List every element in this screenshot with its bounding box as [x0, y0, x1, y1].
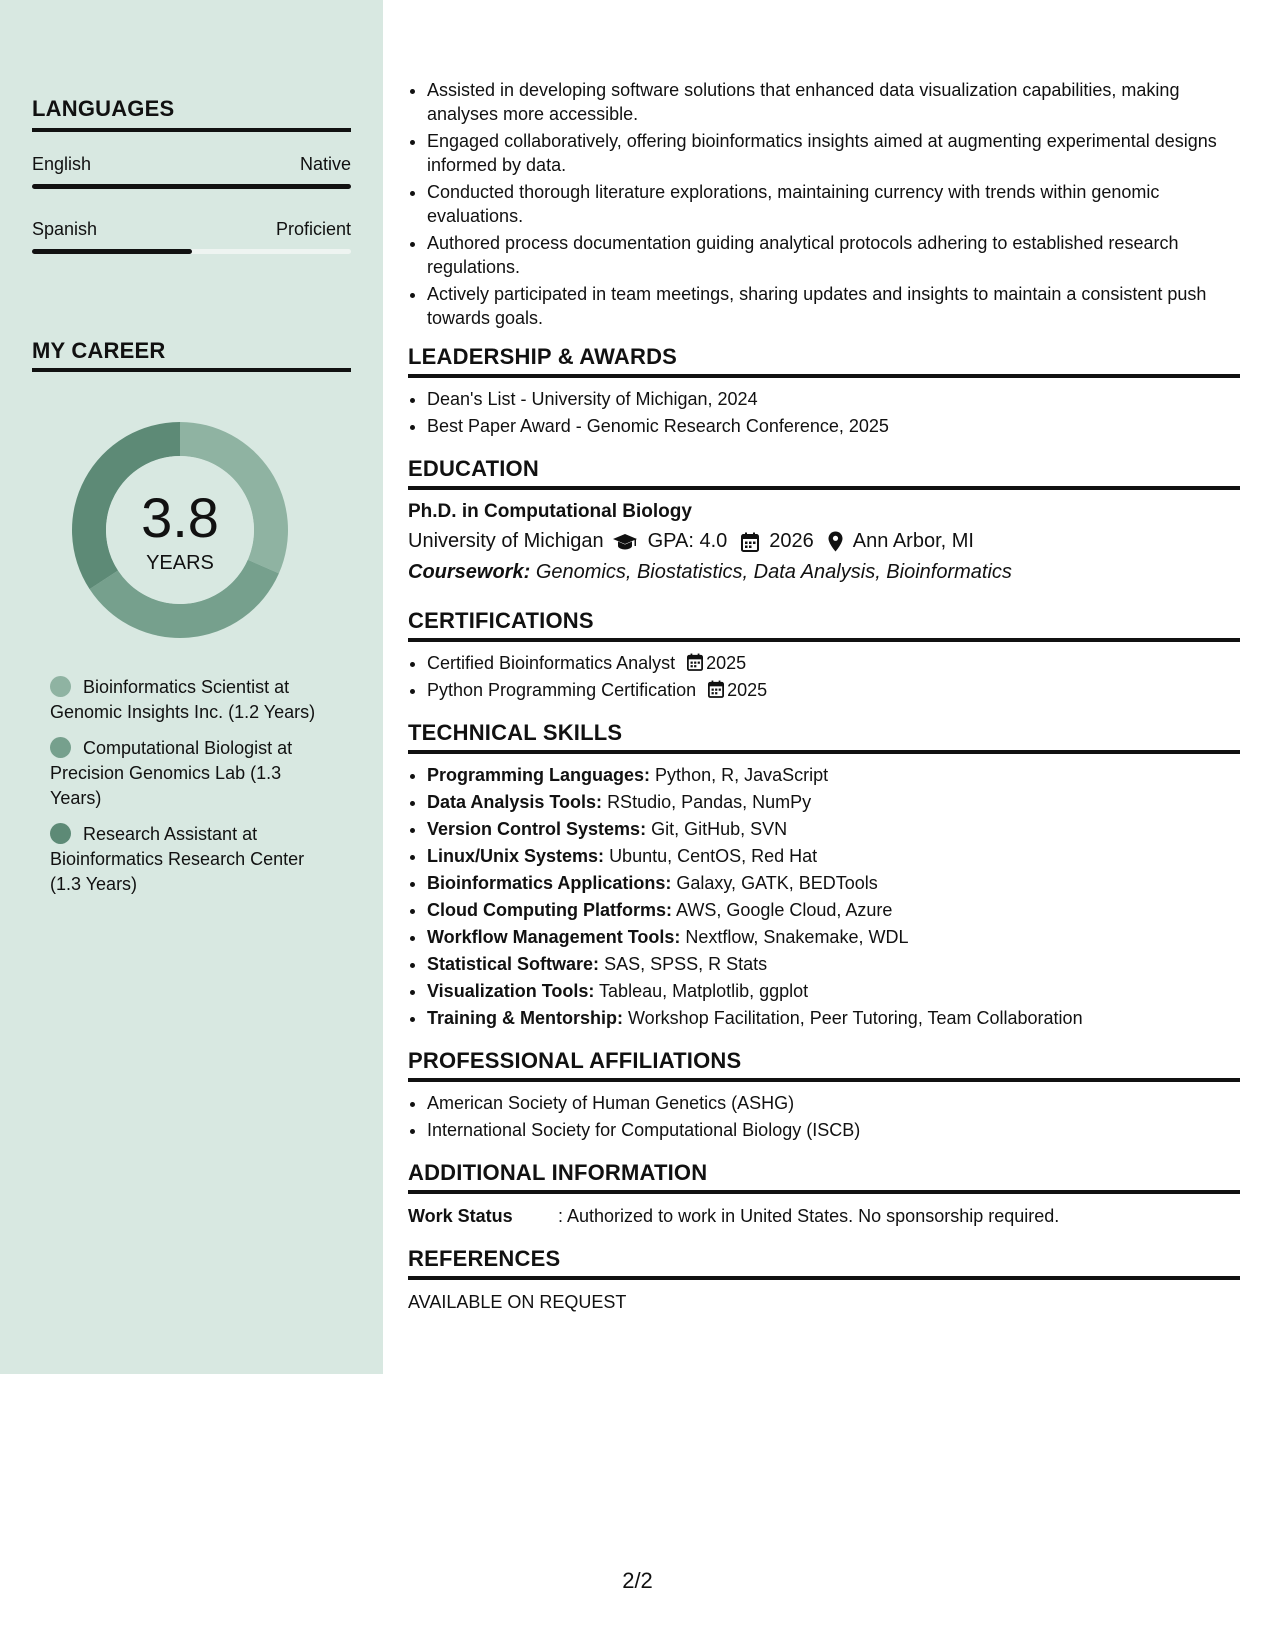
graduation-cap-icon	[612, 533, 638, 551]
career-legend-text: Research Assistant at Bioinformatics Research Center (1.3 Years)	[50, 824, 305, 894]
affiliations-heading: PROFESSIONAL AFFILIATIONS	[408, 1048, 1240, 1082]
legend-dot-icon	[50, 676, 71, 697]
list-item: • Best Paper Award - Genomic Research Conference, 2025	[427, 413, 1240, 440]
skill-label: Linux/Unix Systems:	[427, 846, 605, 866]
education-degree: Ph.D. in Computational Biology	[408, 501, 692, 522]
list-item	[427, 870, 1240, 897]
career-legend-item	[50, 822, 330, 897]
calendar-icon	[708, 680, 724, 698]
career-section	[32, 338, 351, 372]
language-name: English	[32, 154, 92, 174]
career-total-years: 3.8	[141, 485, 219, 549]
career-donut-center	[65, 415, 295, 645]
skill-label: Cloud Computing Platforms:	[427, 900, 672, 920]
career-years-label: YEARS	[146, 551, 214, 574]
career-legend-item	[50, 736, 330, 811]
list-item	[427, 897, 1240, 924]
calendar-icon	[687, 653, 703, 671]
education-year: 2026	[769, 530, 814, 552]
education-entry	[408, 498, 1240, 588]
skill-value: RStudio, Pandas, NumPy	[607, 792, 812, 812]
languages-section	[32, 96, 351, 254]
coursework-label: Coursework:	[408, 561, 531, 583]
list-item: • American Society of Human Genetics (ASHG)	[427, 1090, 1240, 1117]
skill-value: Workshop Facilitation, Peer Tutoring, Team Collaboration	[628, 1008, 1083, 1028]
work-status-value: : Authorized to work in United States. No sponsorship required.	[558, 1206, 1060, 1226]
list-item	[427, 978, 1240, 1005]
skill-label: Visualization Tools:	[427, 981, 595, 1001]
page-number: 2/2	[622, 1568, 653, 1593]
career-legend-text: Bioinformatics Scientist at Genomic Insights Inc. (1.2 Years)	[50, 677, 316, 722]
career-legend	[50, 675, 330, 908]
career-legend-item	[50, 675, 330, 725]
list-item	[427, 843, 1240, 870]
list-item	[427, 789, 1240, 816]
work-status-row	[408, 1202, 1240, 1230]
list-item	[427, 924, 1240, 951]
education-coursework	[408, 557, 1240, 588]
language-item	[32, 219, 351, 254]
references-text: AVAILABLE ON REQUEST	[408, 1292, 627, 1312]
education-school: University of Michigan	[408, 530, 604, 552]
skill-label: Workflow Management Tools:	[427, 927, 681, 947]
skill-value: AWS, Google Cloud, Azure	[676, 900, 893, 920]
skill-label: Programming Languages:	[427, 765, 651, 785]
language-name: Spanish	[32, 219, 98, 239]
language-level: Native	[299, 154, 351, 174]
career-heading: MY CAREER	[32, 338, 351, 372]
language-proficiency-fill	[32, 249, 192, 254]
certification-name: Certified Bioinformatics Analyst	[427, 653, 676, 673]
language-proficiency-bar	[32, 249, 351, 254]
career-legend-text: Computational Biologist at Precision Genomics Lab (1.3 Years)	[50, 738, 293, 808]
skill-label: Statistical Software:	[427, 954, 600, 974]
additional-info-heading: ADDITIONAL INFORMATION	[408, 1160, 1240, 1194]
language-proficiency-fill	[32, 184, 351, 189]
education-location: Ann Arbor, MI	[852, 530, 974, 552]
leadership-list	[408, 386, 1240, 440]
list-item	[427, 677, 1240, 704]
certification-year: 2025	[706, 653, 747, 673]
skill-label: Bioinformatics Applications:	[427, 873, 672, 893]
experience-bullets	[408, 78, 1240, 330]
career-donut-chart	[65, 415, 295, 645]
skill-value: Ubuntu, CentOS, Red Hat	[609, 846, 818, 866]
education-details	[408, 526, 1240, 557]
skills-list	[408, 762, 1240, 1032]
list-item: • Actively participated in team meetings, sharing updates and insights to maintain a consistent push towards goals.	[427, 282, 1240, 330]
legend-dot-icon	[50, 737, 71, 758]
language-item	[32, 154, 351, 189]
list-item	[427, 951, 1240, 978]
references-heading: REFERENCES	[408, 1246, 1240, 1280]
list-item: • Engaged collaboratively, offering bioinformatics insights aimed at augmenting experimental designs informed by data.	[427, 129, 1240, 177]
skill-label: Training & Mentorship:	[427, 1008, 623, 1028]
education-gpa: GPA: 4.0	[647, 530, 728, 552]
list-item	[427, 1005, 1240, 1032]
skill-value: SAS, SPSS, R Stats	[604, 954, 768, 974]
sidebar	[0, 0, 383, 1374]
skills-heading: TECHNICAL SKILLS	[408, 720, 1240, 754]
certifications-heading: CERTIFICATIONS	[408, 608, 1240, 642]
skill-value: Nextflow, Snakemake, WDL	[685, 927, 909, 947]
list-item	[427, 762, 1240, 789]
work-status-label: Work Status	[408, 1206, 513, 1226]
skill-value: Tableau, Matplotlib, ggplot	[599, 981, 809, 1001]
coursework-value: Genomics, Biostatistics, Data Analysis, Bioinformatics	[535, 561, 1012, 583]
legend-dot-icon	[50, 823, 71, 844]
certification-name: Python Programming Certification	[427, 680, 697, 700]
skill-value: Python, R, JavaScript	[655, 765, 829, 785]
calendar-icon	[741, 532, 759, 552]
skill-label: Data Analysis Tools:	[427, 792, 603, 812]
main-content	[408, 78, 1240, 1316]
language-proficiency-bar	[32, 184, 351, 189]
list-item: • Dean's List - University of Michigan, 2024	[427, 386, 1240, 413]
list-item: • Authored process documentation guiding analytical protocols adhering to established research regulations.	[427, 231, 1240, 279]
affiliations-list	[408, 1090, 1240, 1144]
certifications-list	[408, 650, 1240, 704]
skill-value: Galaxy, GATK, BEDTools	[676, 873, 878, 893]
education-heading: EDUCATION	[408, 456, 1240, 490]
skill-label: Version Control Systems:	[427, 819, 647, 839]
languages-heading: LANGUAGES	[32, 96, 351, 132]
list-item	[427, 816, 1240, 843]
list-item: • Assisted in developing software solutions that enhanced data visualization capabilities, making analyses more accessible.	[427, 78, 1240, 126]
list-item: • Conducted thorough literature explorations, maintaining currency with trends within genomic evaluations.	[427, 180, 1240, 228]
list-item: • International Society for Computational Biology (ISCB)	[427, 1117, 1240, 1144]
certification-year: 2025	[727, 680, 768, 700]
leadership-heading: LEADERSHIP & AWARDS	[408, 344, 1240, 378]
list-item	[427, 650, 1240, 677]
language-level: Proficient	[275, 219, 351, 239]
skill-value: Git, GitHub, SVN	[651, 819, 788, 839]
location-pin-icon	[828, 531, 843, 552]
